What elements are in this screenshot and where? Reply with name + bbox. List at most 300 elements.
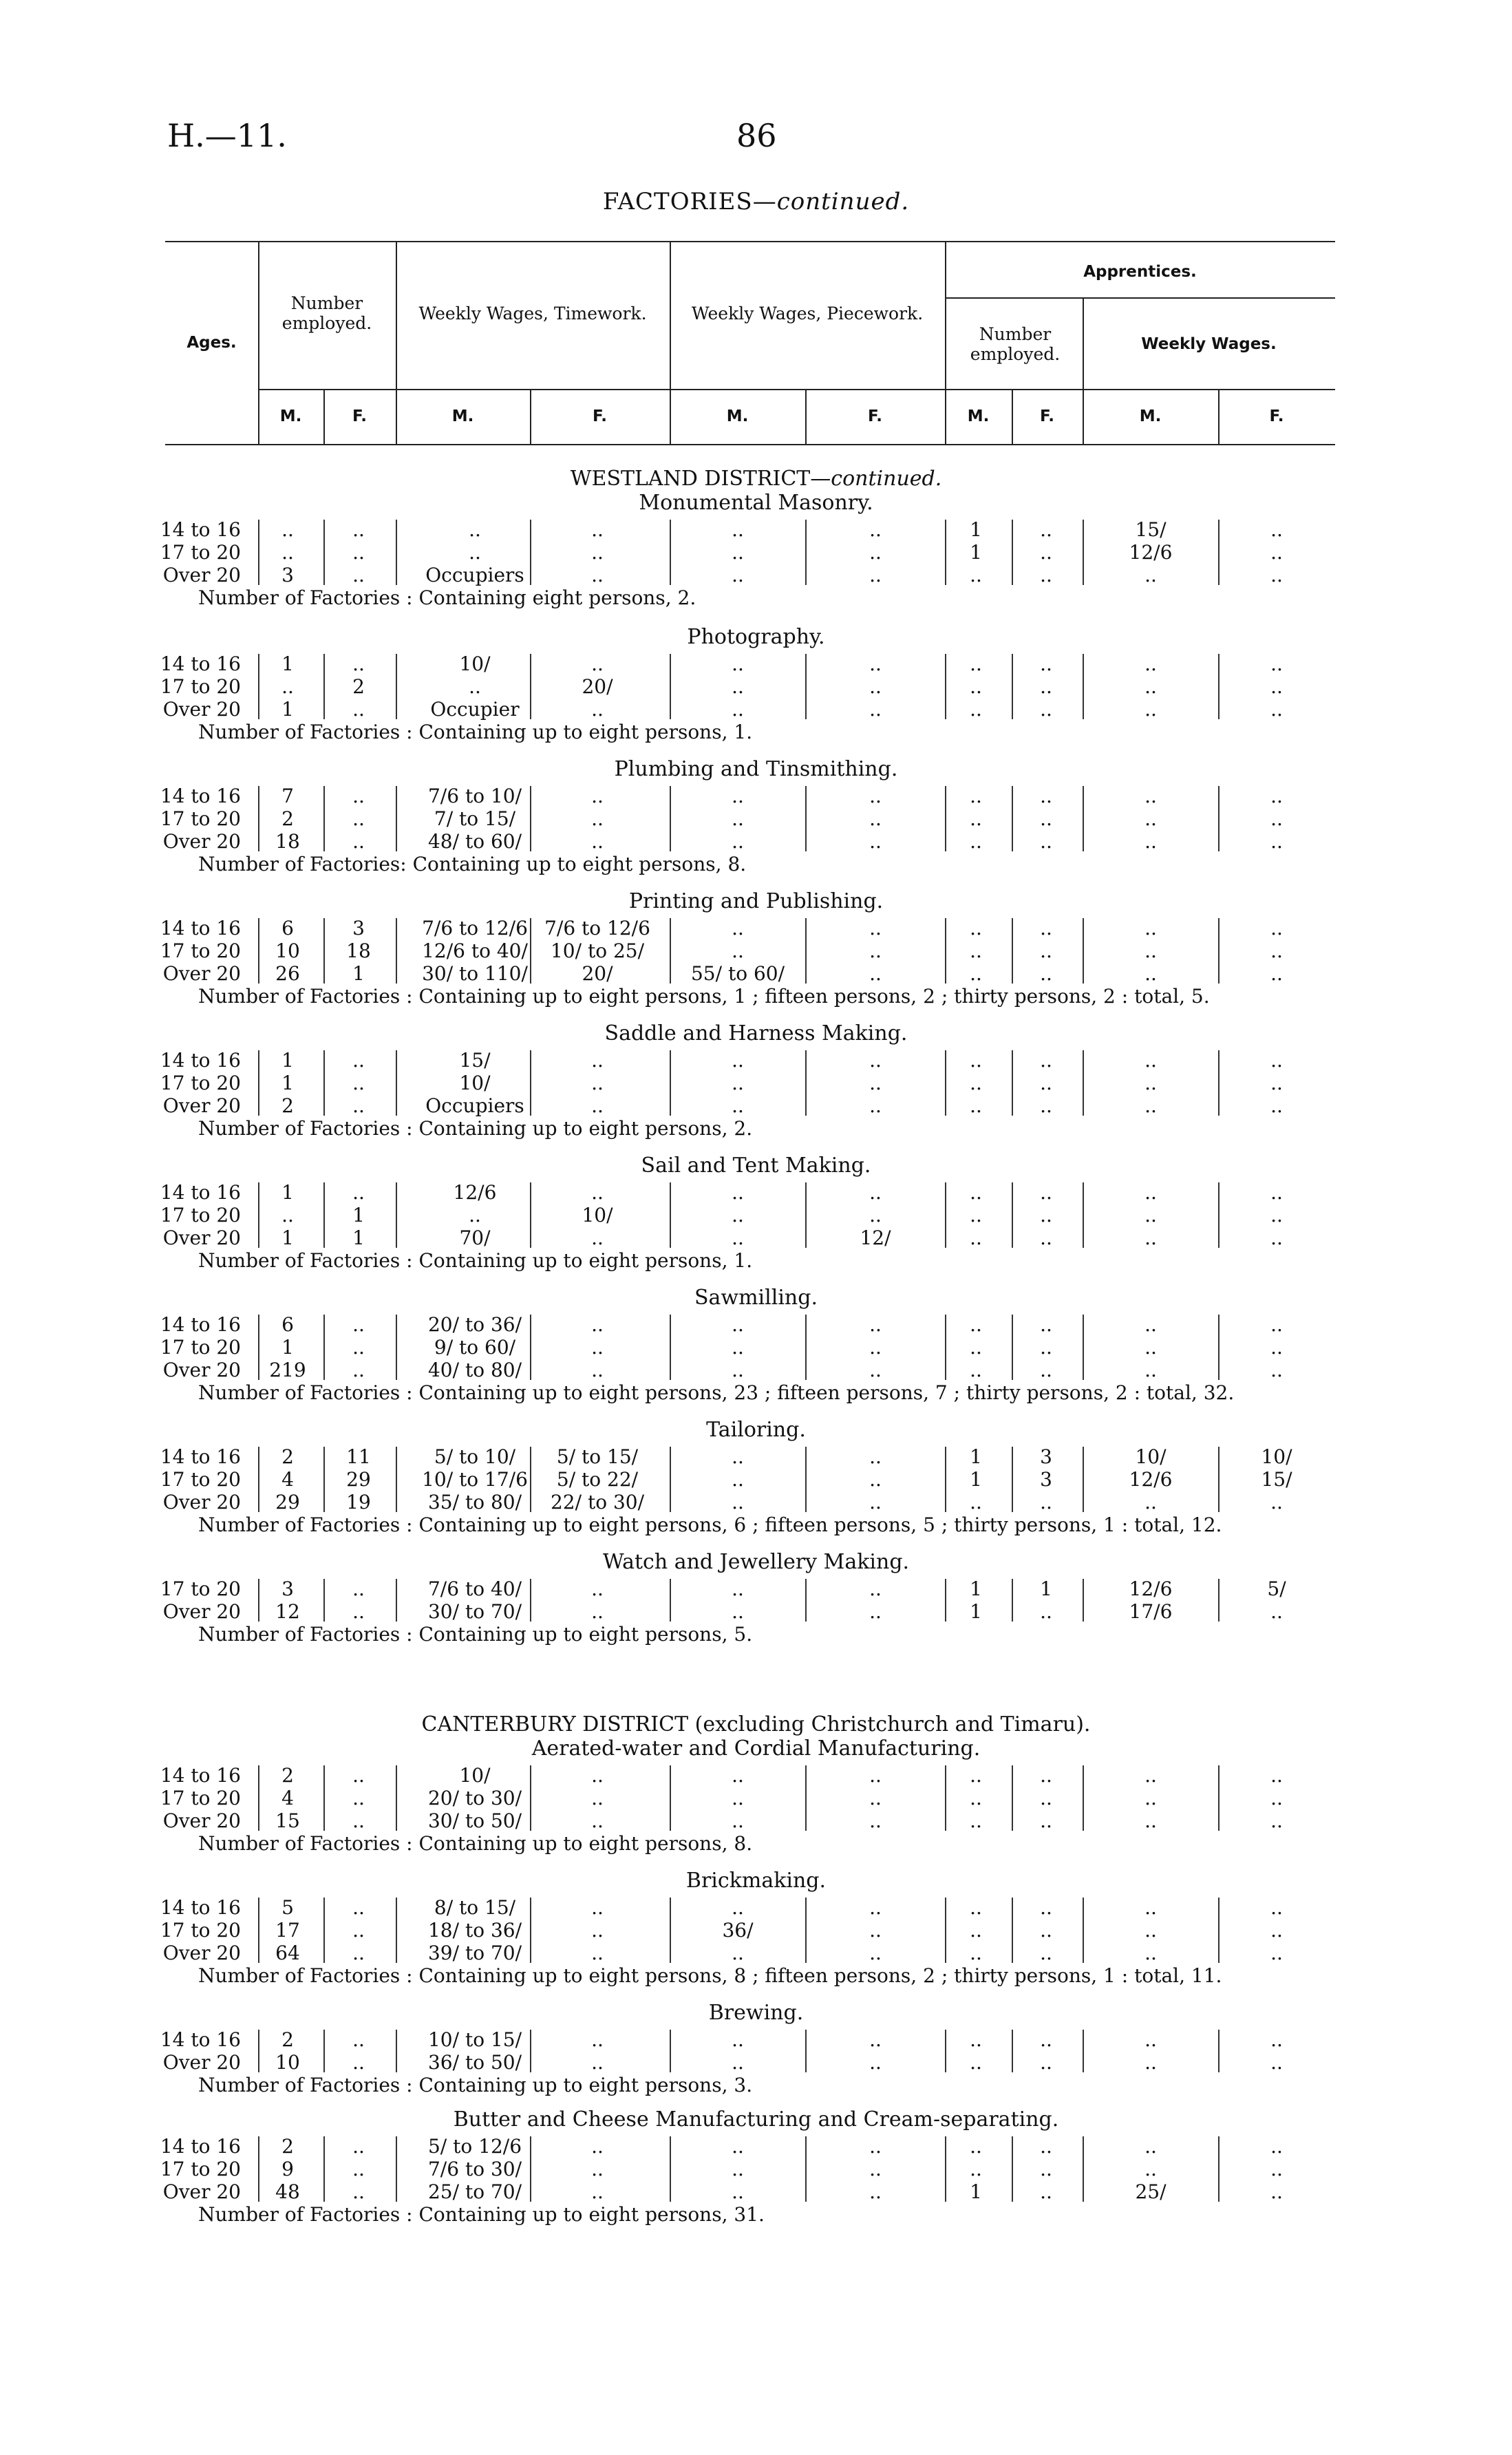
age-cell: 17 to 20 — [160, 1204, 241, 1226]
age-cell: 14 to 16 — [160, 518, 241, 541]
age-cell: 14 to 16 — [160, 785, 241, 807]
data-cell: 17 — [275, 1919, 300, 1942]
column-rule — [1218, 654, 1220, 719]
column-rule — [670, 1579, 671, 1622]
column-rule — [805, 918, 807, 984]
data-cell: 3 — [1040, 1445, 1052, 1468]
column-rule — [1012, 2136, 1013, 2202]
data-cell: 15/ — [1261, 1468, 1292, 1491]
data-cell: .. — [1040, 962, 1052, 985]
data-cell: .. — [1144, 1313, 1157, 1336]
age-cell: 14 to 16 — [160, 2028, 241, 2051]
table-row — [0, 917, 1512, 940]
column-rule — [1083, 918, 1084, 984]
age-cell: 17 to 20 — [160, 675, 241, 698]
data-cell: 7/ to 15/ — [434, 807, 516, 830]
table-row — [0, 698, 1512, 721]
data-cell: .. — [869, 518, 882, 541]
data-cell: .. — [469, 1204, 481, 1226]
column-rule — [530, 786, 531, 851]
age-cell: 14 to 16 — [160, 1445, 241, 1468]
data-cell: .. — [869, 1809, 882, 1832]
data-cell: .. — [1040, 652, 1052, 675]
column-rule — [1083, 1315, 1084, 1380]
data-cell: .. — [869, 2051, 882, 2074]
data-cell: 3 — [1040, 1468, 1052, 1491]
column-rule — [1012, 1579, 1013, 1622]
data-cell: 10/ — [1135, 1445, 1167, 1468]
data-cell: .. — [732, 785, 744, 807]
data-cell: .. — [869, 1764, 882, 1787]
data-cell: .. — [970, 1049, 982, 1072]
data-cell: .. — [1270, 785, 1283, 807]
data-cell: 6 — [281, 917, 294, 939]
column-rule — [396, 1182, 397, 1248]
column-rule — [805, 520, 807, 585]
age-cell: 17 to 20 — [160, 1336, 241, 1359]
data-cell: .. — [1040, 1787, 1052, 1809]
data-cell: .. — [1144, 1787, 1157, 1809]
data-cell: .. — [869, 1919, 882, 1942]
column-rule — [1012, 1765, 1013, 1831]
table-row — [0, 1764, 1512, 1787]
data-cell: .. — [869, 1577, 882, 1600]
data-cell: .. — [591, 1049, 604, 1072]
data-cell: .. — [1270, 1049, 1283, 1072]
data-cell: 8/ to 15/ — [434, 1896, 516, 1919]
age-cell: 17 to 20 — [160, 1577, 241, 1600]
data-cell: .. — [732, 830, 744, 853]
data-cell: 7/6 to 40/ — [427, 1577, 522, 1600]
column-rule — [670, 654, 671, 719]
data-cell: .. — [1144, 962, 1157, 985]
age-cell: 17 to 20 — [160, 1787, 241, 1809]
column-rule — [1012, 1447, 1013, 1512]
data-cell: .. — [869, 1049, 882, 1072]
column-rule — [670, 1898, 671, 1963]
data-cell: .. — [591, 1226, 604, 1249]
sub-f-3: F. — [867, 407, 883, 425]
data-cell: .. — [591, 1896, 604, 1919]
column-rule — [396, 2030, 397, 2072]
data-cell: 48 — [275, 2180, 300, 2203]
data-cell: .. — [1270, 1919, 1283, 1942]
column-rule — [1012, 1182, 1013, 1248]
column-rule — [1218, 1765, 1220, 1831]
data-cell: .. — [352, 652, 365, 675]
column-rule — [323, 918, 325, 984]
data-cell: 4 — [281, 1468, 294, 1491]
age-cell: 17 to 20 — [160, 1919, 241, 1942]
column-rule — [258, 654, 259, 719]
data-cell: 1 — [970, 1445, 982, 1468]
data-cell: .. — [732, 1600, 744, 1623]
column-rule — [1218, 1898, 1220, 1963]
data-cell: .. — [352, 2158, 365, 2180]
column-rule — [396, 1765, 397, 1831]
column-rule — [670, 2136, 671, 2202]
data-cell: 10/ — [459, 652, 491, 675]
data-cell: .. — [869, 807, 882, 830]
column-rule — [1218, 786, 1220, 851]
data-cell: 5/ to 15/ — [556, 1445, 639, 1468]
data-cell: .. — [352, 830, 365, 853]
data-cell: .. — [591, 1787, 604, 1809]
data-cell: .. — [591, 807, 604, 830]
data-cell: 20/ to 36/ — [427, 1313, 522, 1336]
data-cell: .. — [352, 1072, 365, 1094]
data-cell: .. — [1144, 1896, 1157, 1919]
data-cell: .. — [1144, 917, 1157, 939]
age-cell: Over 20 — [162, 698, 241, 721]
column-rule — [530, 1315, 531, 1380]
data-cell: .. — [591, 2028, 604, 2051]
data-cell: .. — [591, 1072, 604, 1094]
data-cell: 2 — [352, 675, 365, 698]
data-cell: .. — [732, 1204, 744, 1226]
data-cell: .. — [591, 1577, 604, 1600]
data-cell: .. — [1040, 1764, 1052, 1787]
factory-count-note: Number of Factories : Containing up to eight persons, 31. — [198, 2203, 765, 2226]
data-cell: .. — [970, 2051, 982, 2074]
column-rule — [1083, 2030, 1084, 2072]
sub-f-4: F. — [1039, 407, 1055, 425]
data-cell: .. — [352, 1577, 365, 1600]
data-cell: .. — [1270, 962, 1283, 985]
data-cell: .. — [1270, 1600, 1283, 1623]
age-cell: 14 to 16 — [160, 1896, 241, 1919]
column-rule — [396, 1898, 397, 1963]
data-cell: .. — [869, 939, 882, 962]
data-cell: 2 — [281, 1764, 294, 1787]
data-cell: .. — [1040, 1072, 1052, 1094]
column-rule — [1083, 654, 1084, 719]
data-cell: .. — [970, 2028, 982, 2051]
data-cell: .. — [970, 1359, 982, 1381]
column-rule — [945, 1898, 946, 1963]
data-cell: .. — [1270, 1787, 1283, 1809]
data-cell: .. — [591, 564, 604, 586]
column-rule — [396, 1447, 397, 1512]
data-cell: 22/ to 30/ — [550, 1491, 645, 1513]
column-rule — [670, 2030, 671, 2072]
data-cell: 70/ — [459, 1226, 491, 1249]
data-cell: .. — [732, 1942, 744, 1964]
table-row — [0, 1468, 1512, 1491]
data-cell: .. — [1144, 1049, 1157, 1072]
data-cell: 7/6 to 10/ — [427, 785, 522, 807]
col-wages-piece: Weekly Wages, Piecework. — [691, 303, 924, 323]
column-rule — [670, 1315, 671, 1380]
data-cell: 12/6 — [1129, 541, 1173, 564]
data-cell: .. — [1270, 1204, 1283, 1226]
data-cell: 30/ to 70/ — [427, 1600, 522, 1623]
data-cell: .. — [591, 1919, 604, 1942]
data-cell: .. — [352, 1919, 365, 1942]
data-cell: .. — [1040, 2051, 1052, 2074]
data-cell: .. — [869, 698, 882, 721]
data-cell: 25/ — [1135, 2180, 1167, 2203]
data-cell: 12/6 — [453, 1181, 497, 1204]
data-cell: .. — [1270, 1226, 1283, 1249]
page-ref: H.—11. — [167, 117, 287, 154]
data-cell: .. — [970, 675, 982, 698]
data-cell: .. — [1270, 1809, 1283, 1832]
data-cell: .. — [1144, 1336, 1157, 1359]
data-cell: .. — [352, 518, 365, 541]
column-rule — [323, 1447, 325, 1512]
data-cell: .. — [970, 698, 982, 721]
data-cell: .. — [1040, 830, 1052, 853]
data-cell: .. — [352, 807, 365, 830]
data-cell: .. — [970, 1919, 982, 1942]
data-cell: .. — [591, 1094, 604, 1117]
sub-m-3: M. — [726, 407, 749, 425]
data-cell: .. — [352, 1787, 365, 1809]
data-cell: .. — [352, 698, 365, 721]
table-row — [0, 1226, 1512, 1250]
section-title: Plumbing and Tinsmithing. — [614, 757, 898, 781]
data-cell: .. — [352, 2135, 365, 2158]
table-row — [0, 807, 1512, 831]
data-cell: .. — [869, 2180, 882, 2203]
table-row — [0, 1072, 1512, 1095]
data-cell: 1 — [281, 1181, 294, 1204]
data-cell: 6 — [281, 1313, 294, 1336]
table-row — [0, 785, 1512, 808]
data-cell: .. — [1040, 1094, 1052, 1117]
column-rule — [1012, 786, 1013, 851]
data-cell: .. — [591, 2051, 604, 2074]
data-cell: .. — [869, 1204, 882, 1226]
section-title: Sawmilling. — [694, 1286, 818, 1310]
data-cell: .. — [732, 1359, 744, 1381]
column-rule — [530, 654, 531, 719]
column-rule — [530, 1898, 531, 1963]
table-row — [0, 518, 1512, 542]
table-row — [0, 1809, 1512, 1833]
data-cell: .. — [732, 1072, 744, 1094]
data-cell: Occupier — [430, 698, 520, 721]
data-cell: .. — [970, 1204, 982, 1226]
column-rule — [530, 1050, 531, 1116]
data-cell: .. — [1040, 1226, 1052, 1249]
column-rule — [945, 918, 946, 984]
data-cell: .. — [1270, 1942, 1283, 1964]
column-rule — [945, 1447, 946, 1512]
data-cell: .. — [1270, 1896, 1283, 1919]
column-rule — [530, 1447, 531, 1512]
data-cell: .. — [869, 1336, 882, 1359]
data-cell: .. — [1144, 675, 1157, 698]
data-cell: .. — [970, 2135, 982, 2158]
data-cell: .. — [1040, 564, 1052, 586]
data-cell: .. — [970, 1313, 982, 1336]
data-cell: .. — [732, 1468, 744, 1491]
column-rule — [1083, 1447, 1084, 1512]
section-title: Saddle and Harness Making. — [604, 1021, 908, 1045]
data-cell: 10/ — [1261, 1445, 1292, 1468]
column-rule — [805, 2030, 807, 2072]
data-cell: .. — [970, 1072, 982, 1094]
data-cell: .. — [591, 2180, 604, 2203]
table-row — [0, 2028, 1512, 2052]
data-cell: .. — [1144, 652, 1157, 675]
data-cell: .. — [469, 518, 481, 541]
data-cell: 1 — [970, 1577, 982, 1600]
table-row — [0, 675, 1512, 699]
column-rule — [1218, 520, 1220, 585]
data-cell: .. — [1270, 830, 1283, 853]
data-cell: 30/ to 50/ — [427, 1809, 522, 1832]
factory-count-note: Number of Factories : Containing up to eight persons, 1 ; fifteen persons, 2 ; thirty persons, 2 : total, 5. — [198, 985, 1210, 1008]
column-rule — [670, 1447, 671, 1512]
data-cell: 1 — [970, 1468, 982, 1491]
age-cell: Over 20 — [162, 1809, 241, 1832]
table-row — [0, 1313, 1512, 1337]
data-cell: 5/ — [1267, 1577, 1286, 1600]
data-cell: .. — [970, 1764, 982, 1787]
age-cell: Over 20 — [162, 564, 241, 586]
data-cell: .. — [869, 917, 882, 939]
data-cell: .. — [869, 2158, 882, 2180]
data-cell: 219 — [269, 1359, 306, 1381]
data-cell: .. — [869, 541, 882, 564]
data-cell: .. — [1040, 541, 1052, 564]
column-rule — [530, 2030, 531, 2072]
data-cell: .. — [1040, 1896, 1052, 1919]
table-row — [0, 1787, 1512, 1810]
data-cell: .. — [591, 541, 604, 564]
data-cell: .. — [1144, 564, 1157, 586]
data-cell: .. — [352, 2051, 365, 2074]
data-cell: .. — [1040, 785, 1052, 807]
data-cell: .. — [1040, 1313, 1052, 1336]
data-cell: .. — [869, 1181, 882, 1204]
column-rule — [1083, 2136, 1084, 2202]
data-cell: .. — [970, 1226, 982, 1249]
data-cell: 1 — [281, 1072, 294, 1094]
age-cell: 17 to 20 — [160, 939, 241, 962]
data-cell: 10/ to 25/ — [550, 939, 645, 962]
data-cell: .. — [1144, 785, 1157, 807]
data-cell: 7/6 to 30/ — [427, 2158, 522, 2180]
data-cell: .. — [352, 1942, 365, 1964]
data-cell: 5 — [281, 1896, 294, 1919]
sub-f-2: F. — [592, 407, 608, 425]
data-cell: .. — [352, 785, 365, 807]
table-row — [0, 1049, 1512, 1072]
data-cell: .. — [1144, 2135, 1157, 2158]
data-cell: .. — [1040, 1491, 1052, 1513]
data-cell: Occupiers — [425, 1094, 524, 1117]
data-cell: 15 — [275, 1809, 300, 1832]
data-cell: .. — [732, 2158, 744, 2180]
column-rule — [945, 1315, 946, 1380]
district-heading-canterbury: CANTERBURY DISTRICT (excluding Christchurch and Timaru). — [421, 1712, 1091, 1736]
data-cell: 55/ to 60/ — [690, 962, 785, 985]
column-rule — [323, 1579, 325, 1622]
data-cell: .. — [869, 1072, 882, 1094]
table-row — [0, 564, 1512, 587]
data-cell: .. — [869, 1359, 882, 1381]
col-ages: Ages. — [187, 333, 237, 352]
sub-f-1: F. — [352, 407, 368, 425]
data-cell: 26 — [275, 962, 300, 985]
column-rule — [805, 1050, 807, 1116]
age-cell: Over 20 — [162, 962, 241, 985]
data-cell: .. — [732, 1787, 744, 1809]
section-title: Brewing. — [708, 2001, 804, 2025]
table-row — [0, 652, 1512, 676]
section-title: Watch and Jewellery Making. — [602, 1550, 910, 1574]
data-cell: .. — [970, 917, 982, 939]
age-cell: Over 20 — [162, 1942, 241, 1964]
data-cell: .. — [352, 1359, 365, 1381]
table-row — [0, 1204, 1512, 1227]
column-rule — [805, 654, 807, 719]
data-cell: .. — [732, 1181, 744, 1204]
table-row — [0, 1600, 1512, 1624]
data-cell: 10/ to 17/6 — [422, 1468, 528, 1491]
data-cell: .. — [1040, 1181, 1052, 1204]
data-cell: 10 — [275, 939, 300, 962]
sub-m-1: M. — [279, 407, 302, 425]
column-rule — [396, 786, 397, 851]
data-cell: .. — [1270, 1181, 1283, 1204]
column-rule — [945, 1050, 946, 1116]
age-cell: Over 20 — [162, 830, 241, 853]
data-cell: .. — [1144, 830, 1157, 853]
data-cell: .. — [869, 2028, 882, 2051]
data-cell: .. — [1040, 1359, 1052, 1381]
column-rule — [323, 520, 325, 585]
column-rule — [670, 786, 671, 851]
data-cell: 7/6 to 12/6 — [544, 917, 650, 939]
table-row — [0, 2158, 1512, 2181]
sub-f-5: F. — [1269, 407, 1284, 425]
data-cell: .. — [591, 1359, 604, 1381]
column-rule — [805, 1182, 807, 1248]
data-cell: .. — [1040, 939, 1052, 962]
data-cell: .. — [352, 1313, 365, 1336]
column-rule — [323, 786, 325, 851]
data-cell: 48/ to 60/ — [427, 830, 522, 853]
data-cell: .. — [869, 1313, 882, 1336]
data-cell: .. — [732, 917, 744, 939]
data-cell: 12/6 — [1129, 1577, 1173, 1600]
age-cell: 17 to 20 — [160, 1072, 241, 1094]
data-cell: .. — [352, 541, 365, 564]
data-cell: .. — [1270, 675, 1283, 698]
data-cell: .. — [732, 564, 744, 586]
data-cell: 2 — [281, 2135, 294, 2158]
data-cell: 30/ to 110/ — [422, 962, 528, 985]
data-cell: 10 — [275, 2051, 300, 2074]
data-cell: .. — [352, 1336, 365, 1359]
data-cell: 17/6 — [1129, 1600, 1173, 1623]
data-cell: .. — [869, 1094, 882, 1117]
data-cell: 12/6 to 40/ — [422, 939, 528, 962]
data-cell: 40/ to 80/ — [427, 1359, 522, 1381]
column-rule — [805, 1315, 807, 1380]
column-rule — [258, 1050, 259, 1116]
data-cell: .. — [1144, 1226, 1157, 1249]
data-cell: .. — [1040, 698, 1052, 721]
data-cell: .. — [1040, 1204, 1052, 1226]
section-title: Brickmaking. — [685, 1869, 827, 1893]
data-cell: 11 — [346, 1445, 371, 1468]
